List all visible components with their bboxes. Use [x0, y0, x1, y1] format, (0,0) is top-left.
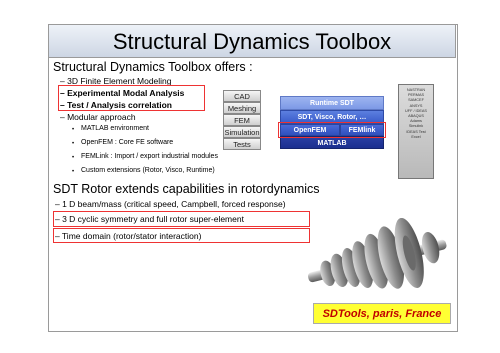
sub-bullet-openfem: OpenFEM : Core FE software — [81, 139, 174, 146]
company-tag: SDTools, paris, France — [313, 303, 451, 324]
tool-name: PERMAS — [407, 93, 425, 98]
sub-bullet-dot: • — [72, 141, 75, 147]
stack-sdt-visco-rotor: SDT, Visco, Rotor, … — [280, 110, 384, 124]
module-cad: CAD — [223, 90, 261, 102]
intro-heading: Structural Dynamics Toolbox offers : — [53, 60, 253, 74]
slide-title: Structural Dynamics Toolbox — [112, 29, 392, 54]
module-tests: Tests — [223, 138, 261, 150]
tool-name: Adams — [410, 119, 422, 124]
stack-femlink: FEMlink — [340, 124, 384, 136]
tool-name: ABAQUS — [408, 114, 424, 119]
highlight-box-time — [53, 228, 310, 243]
sub-bullet-matlab: MATLAB environment — [81, 125, 149, 132]
sub-bullet-dot: • — [72, 169, 75, 175]
tool-name: IDEAS Test — [406, 129, 426, 134]
tool-name: Excel — [411, 134, 421, 139]
rotor-bullet-1d: – 1 D beam/mass (critical speed, Campbell, forced response) — [55, 199, 286, 209]
sub-bullet-dot: • — [72, 155, 75, 161]
highlight-box-cyclic — [53, 211, 310, 227]
rotor-bullet-3d: – 3 D cyclic symmetry and full rotor super-element — [55, 214, 244, 224]
tool-name: UFF / IDEAS — [405, 108, 427, 113]
rotor-bullet-time: – Time domain (rotor/stator interaction) — [55, 231, 202, 241]
module-simulation: Simulation — [224, 128, 260, 137]
external-tools-box — [398, 84, 434, 179]
title-bar — [48, 24, 456, 58]
turbine-rotor-image — [298, 218, 456, 302]
highlight-box-femlink — [278, 122, 386, 138]
tool-name: NASTRAN — [406, 88, 426, 92]
tool-name: ANSYS — [409, 103, 423, 108]
module-meshing: Meshing — [223, 102, 261, 114]
stack-runtime-sdt: Runtime SDT — [280, 96, 384, 110]
sub-bullet-custom: Custom extensions (Rotor, Visco, Runtime) — [81, 167, 215, 174]
stack-matlab: MATLAB — [280, 136, 384, 149]
tool-name: Simulink — [408, 124, 424, 129]
bullet-correlation: – Test / Analysis correlation — [60, 100, 172, 110]
stack-openfem: OpenFEM — [280, 124, 340, 136]
tool-name: SAMCEF — [408, 98, 424, 103]
sub-bullet-dot: • — [72, 127, 75, 133]
bullet-fe-modeling: – 3D Finite Element Modeling — [60, 76, 172, 86]
module-fem: FEM — [223, 114, 261, 126]
bullet-modal-analysis: – Experimental Modal Analysis — [60, 88, 185, 98]
rotor-heading: SDT Rotor extends capabilities in rotordynamics — [53, 182, 320, 196]
sub-bullet-femlink: FEMLink : Import / export industrial modules — [81, 153, 218, 160]
bullet-modular: – Modular approach — [60, 112, 136, 122]
highlight-box-test — [58, 85, 205, 111]
